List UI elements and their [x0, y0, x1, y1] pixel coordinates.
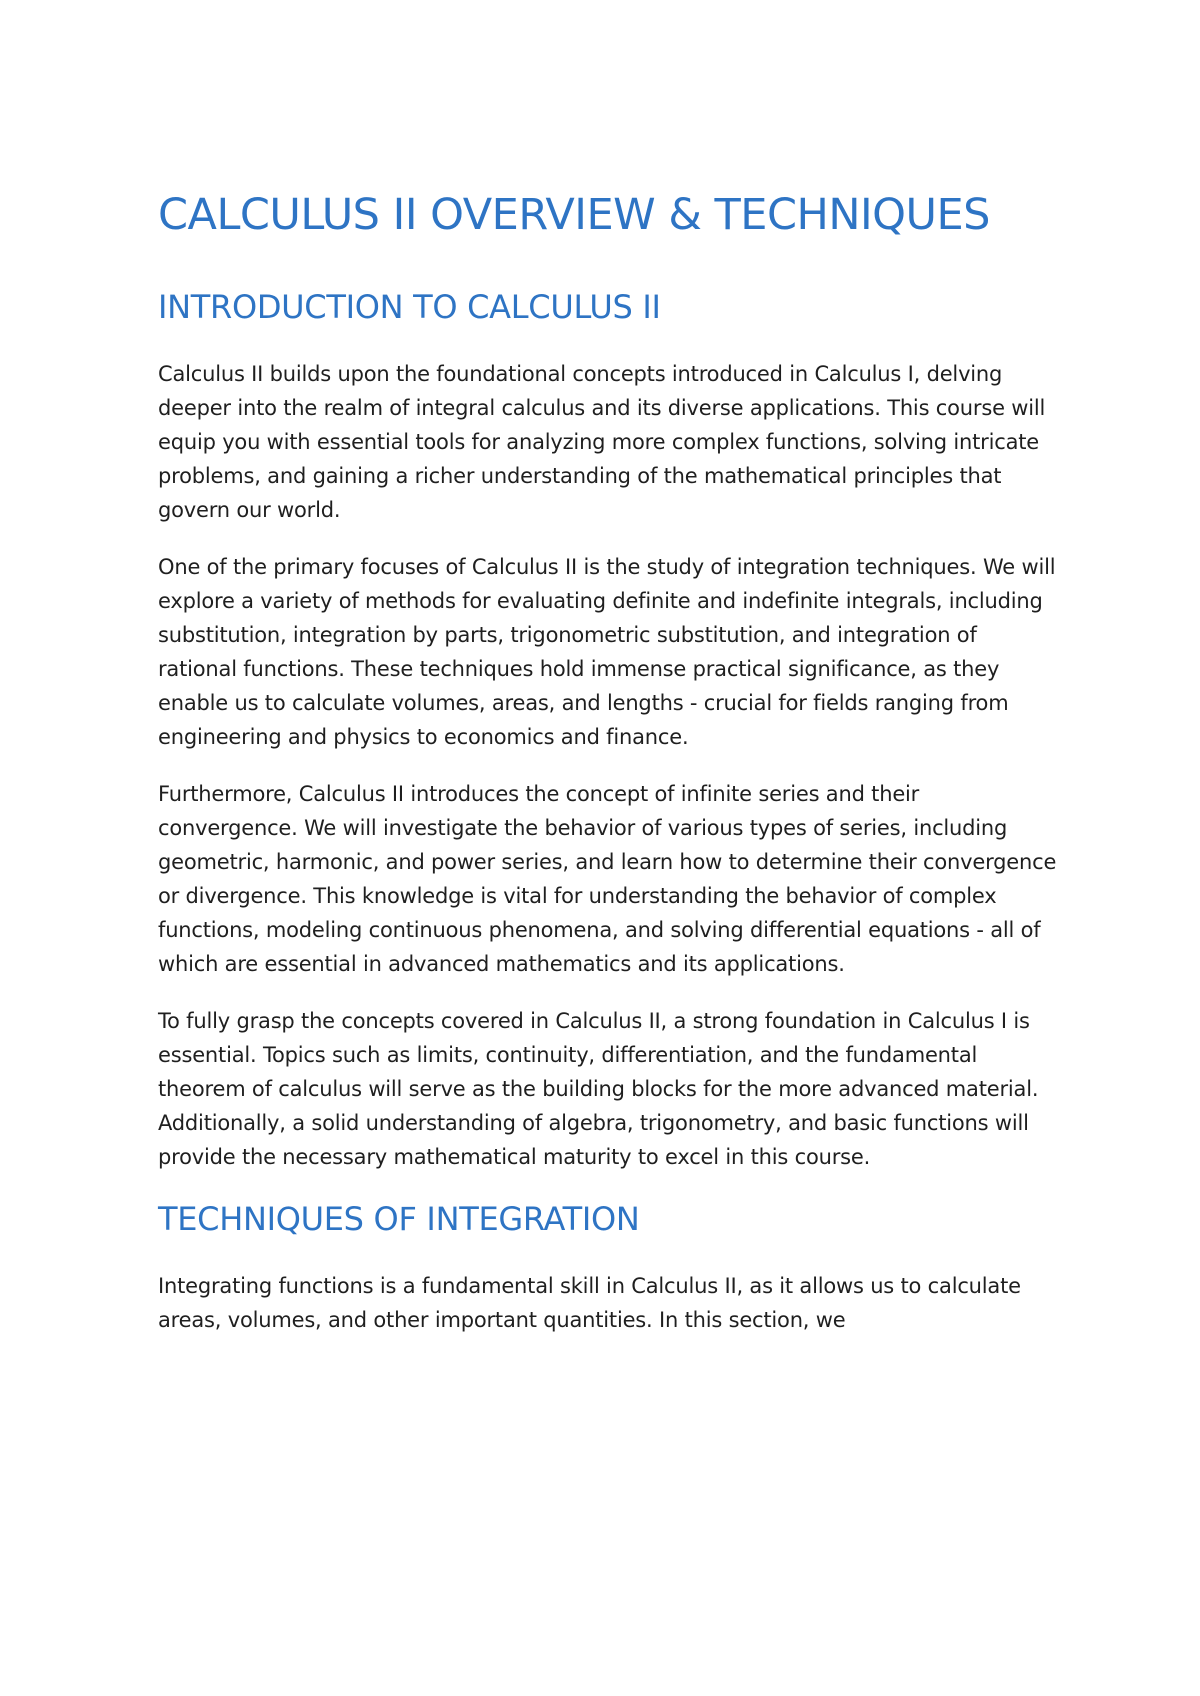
document-title: CALCULUS II OVERVIEW & TECHNIQUES [158, 190, 990, 240]
section-techniques-of-integration [158, 1197, 1058, 1337]
section-heading: TECHNIQUES OF INTEGRATION [158, 1200, 640, 1238]
paragraph: To fully grasp the concepts covered in Calculus II, a strong foundation in Calculus I is essential. Topics such as limits, continuity, differentiation, and the fundamental theorem of calculus will serve as the building blocks for the more advanced material. Additionally, a solid understanding of algebra, trigonometry, and basic functions will provide the necessary mathematical maturity to excel in this course. [158, 1009, 1039, 1169]
paragraph: Calculus II builds upon the foundational concepts introduced in Calculus I, delving deeper into the realm of integral calculus and its diverse applications. This course will equip you with essential tools for analyzing more complex functions, solving intricate problems, and gaining a richer understanding of the mathematical principles that govern our world. [158, 362, 1046, 522]
paragraph: One of the primary focuses of Calculus II is the study of integration techniques. We will explore a variety of methods for evaluating definite and indefinite integrals, including substitution, integration by parts, trigonometric substitution, and integration of rational functions. These techniques hold immense practical significance, as they enable us to calculate volumes, areas, and lengths - crucial for fields ranging from engineering and physics to economics and finance. [158, 555, 1056, 749]
section-introduction [158, 285, 1058, 1174]
paragraph: Furthermore, Calculus II introduces the concept of infinite series and their convergence. We will investigate the behavior of various types of series, including geometric, harmonic, and power series, and learn how to determine their convergence or divergence. This knowledge is vital for understanding the behavior of complex functions, modeling continuous phenomena, and solving differential equations - all of which are essential in advanced mathematics and its applications. [158, 782, 1057, 976]
document-page [158, 180, 1058, 1360]
paragraph: Integrating functions is a fundamental skill in Calculus II, as it allows us to calculate areas, volumes, and other important quantities. In this section, we [158, 1274, 1021, 1332]
section-heading: INTRODUCTION TO CALCULUS II [158, 288, 661, 326]
